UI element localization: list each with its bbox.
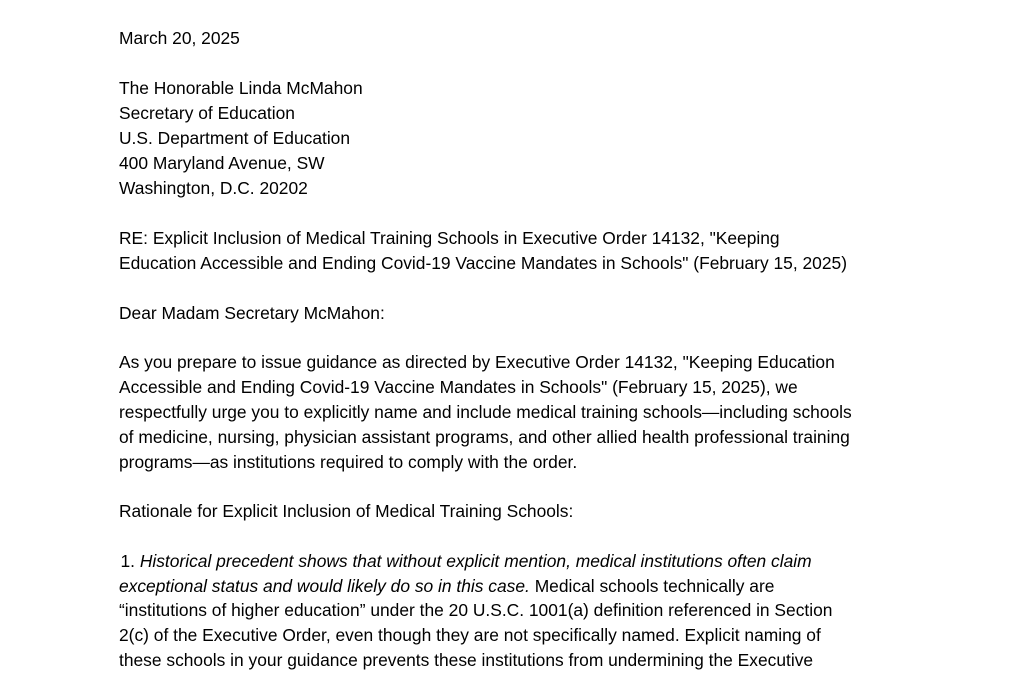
salutation bbox=[119, 301, 919, 326]
recipient-department: U.S. Department of Education bbox=[119, 128, 351, 148]
intro-paragraph bbox=[119, 350, 919, 474]
point-1-line-2 bbox=[119, 574, 919, 599]
recipient-title: Secretary of Education bbox=[119, 102, 295, 123]
point-1-line: 2(c) of the Executive Order, even though they are not specifically named. Explicit naming of bbox=[119, 625, 821, 646]
re-line: Education Accessible and Ending Covid-19 Vaccine Mandates in Schools" (February 15, 2025) bbox=[119, 253, 847, 274]
rationale-heading bbox=[119, 499, 919, 524]
intro-line: Accessible and Ending Covid-19 Vaccine Mandates in Schools" (February 15, 2025), we bbox=[119, 377, 798, 398]
salutation-text: Dear Madam Secretary McMahon: bbox=[119, 302, 385, 323]
point-1-italic-text: exceptional status and would likely do so in this case. bbox=[119, 575, 530, 596]
intro-line: As you prepare to issue guidance as directed by Executive Order 14132, "Keeping Education bbox=[119, 352, 835, 373]
re-subject bbox=[119, 226, 919, 276]
intro-line: respectfully urge you to explicitly name and include medical training schools—including schools bbox=[119, 401, 852, 422]
point-1-line: these schools in your guidance prevents these institutions from undermining the Executive bbox=[119, 649, 814, 670]
re-line: RE: Explicit Inclusion of Medical Training Schools in Executive Order 14132, "Keeping bbox=[119, 228, 780, 249]
point-1-italic-text: Historical precedent shows that without explicit mention, medical institutions often claim bbox=[139, 550, 812, 571]
point-1-line-1 bbox=[119, 549, 919, 574]
intro-line: of medicine, nursing, physician assistant programs, and other allied health professional training bbox=[119, 426, 850, 447]
recipient-address bbox=[119, 76, 919, 202]
point-1-number: 1. bbox=[120, 550, 135, 571]
rationale-heading-text: Rationale for Explicit Inclusion of Medical Training Schools: bbox=[119, 501, 574, 522]
recipient-city: Washington, D.C. 20202 bbox=[119, 178, 308, 199]
point-1-text: Medical schools technically are bbox=[529, 575, 775, 596]
recipient-name: The Honorable Linda McMahon bbox=[119, 77, 363, 98]
letter-page bbox=[119, 26, 919, 673]
letter-date bbox=[119, 26, 919, 51]
intro-line: programs—as institutions required to comply with the order. bbox=[119, 451, 578, 472]
point-1-line: “institutions of higher education” under the 20 U.S.C. 1001(a) definition referenced in Section bbox=[119, 600, 833, 621]
recipient-street: 400 Maryland Avenue, SW bbox=[119, 153, 325, 174]
rationale-point-1 bbox=[119, 549, 919, 673]
date-text: March 20, 2025 bbox=[119, 28, 240, 48]
